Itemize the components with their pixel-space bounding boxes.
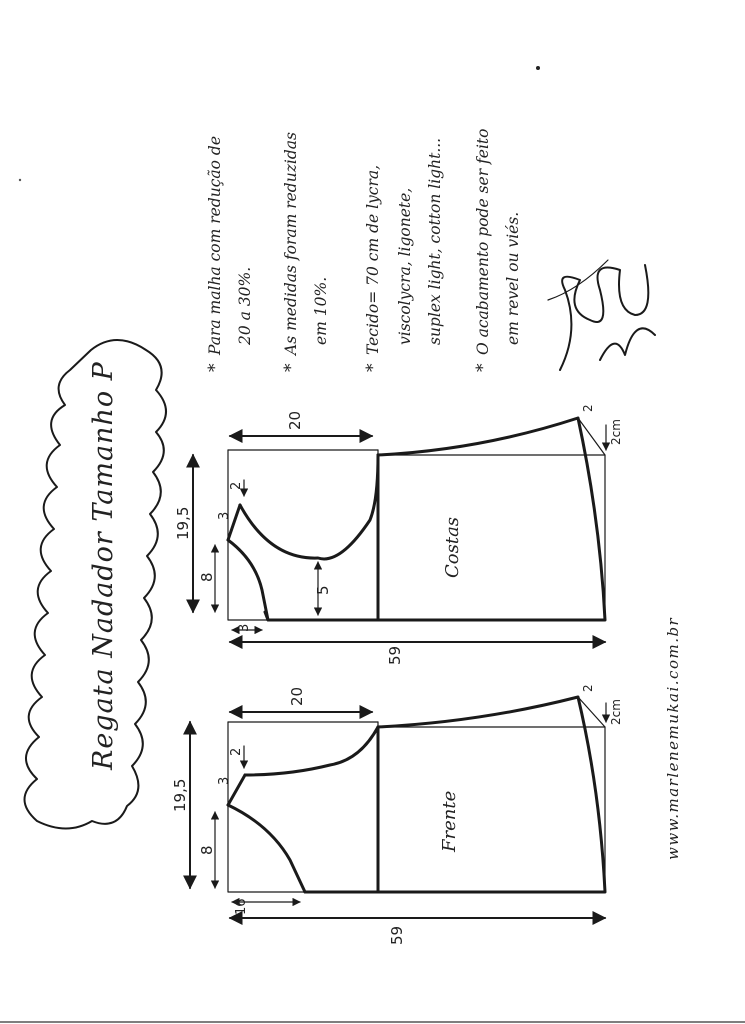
note-4-line-2: em revel ou viés. (504, 211, 522, 345)
front-dim-length: 59 (388, 925, 406, 945)
front-piece-label: Frente (439, 790, 460, 852)
note-1-line-2: 20 a 30%. (236, 266, 254, 345)
back-dim-height: 19,5 (174, 506, 192, 540)
front-dim-shoulder-2: 2 (229, 747, 244, 756)
note-2-line-1: As medidas foram reduzidas (282, 132, 300, 355)
signature (548, 260, 655, 370)
back-dim-hem-2: 2 (581, 404, 595, 412)
note-3-line-1: Tecido= 70 cm de lycra, (364, 164, 382, 355)
front-dim-hem-2cm: 2cm (609, 699, 623, 725)
front-dim-armhole-16: 16 (234, 898, 249, 915)
note-1-line-1: Para malha com redução de (206, 136, 224, 355)
note-2-line-2: em 10%. (312, 276, 330, 345)
back-pattern-piece (174, 404, 623, 665)
note-3-line-3: suplex light, cotton light... (426, 137, 444, 345)
note-3-bullet: * (363, 363, 383, 372)
note-3-line-2: viscolycra, ligonete, (396, 187, 414, 345)
paper-speck (536, 66, 540, 70)
notes-block (205, 129, 522, 372)
back-dim-bottom-3: 3 (237, 623, 252, 632)
paper-speck (19, 179, 21, 181)
back-dim-shoulder-2: 2 (229, 481, 244, 490)
back-piece-label: Costas (442, 516, 463, 578)
website-url: www.marlenemukai.com.br (664, 616, 682, 860)
note-4-bullet: * (473, 363, 493, 372)
front-dim-width-top: 20 (288, 686, 306, 706)
note-2-bullet: * (281, 363, 301, 372)
back-dim-width-top: 20 (286, 410, 304, 430)
back-dim-length: 59 (386, 645, 404, 665)
front-dim-height: 19,5 (171, 778, 189, 812)
front-dim-lower: 8 (198, 845, 216, 855)
back-dim-shoulder-3: 3 (217, 511, 232, 520)
title-cloud (25, 340, 167, 829)
front-dim-hem-2: 2 (581, 684, 595, 692)
back-dim-lower: 8 (198, 572, 216, 582)
back-dim-hem-2cm: 2cm (609, 419, 623, 445)
note-1-bullet: * (205, 363, 225, 372)
back-dim-neck-drop: 5 (314, 585, 332, 595)
front-pattern-piece (171, 684, 623, 945)
page-title: Regata Nadador Tamanho P (88, 361, 119, 770)
front-dim-shoulder-3: 3 (217, 776, 232, 785)
note-4-line-1: O acabamento pode ser feito (474, 128, 492, 355)
